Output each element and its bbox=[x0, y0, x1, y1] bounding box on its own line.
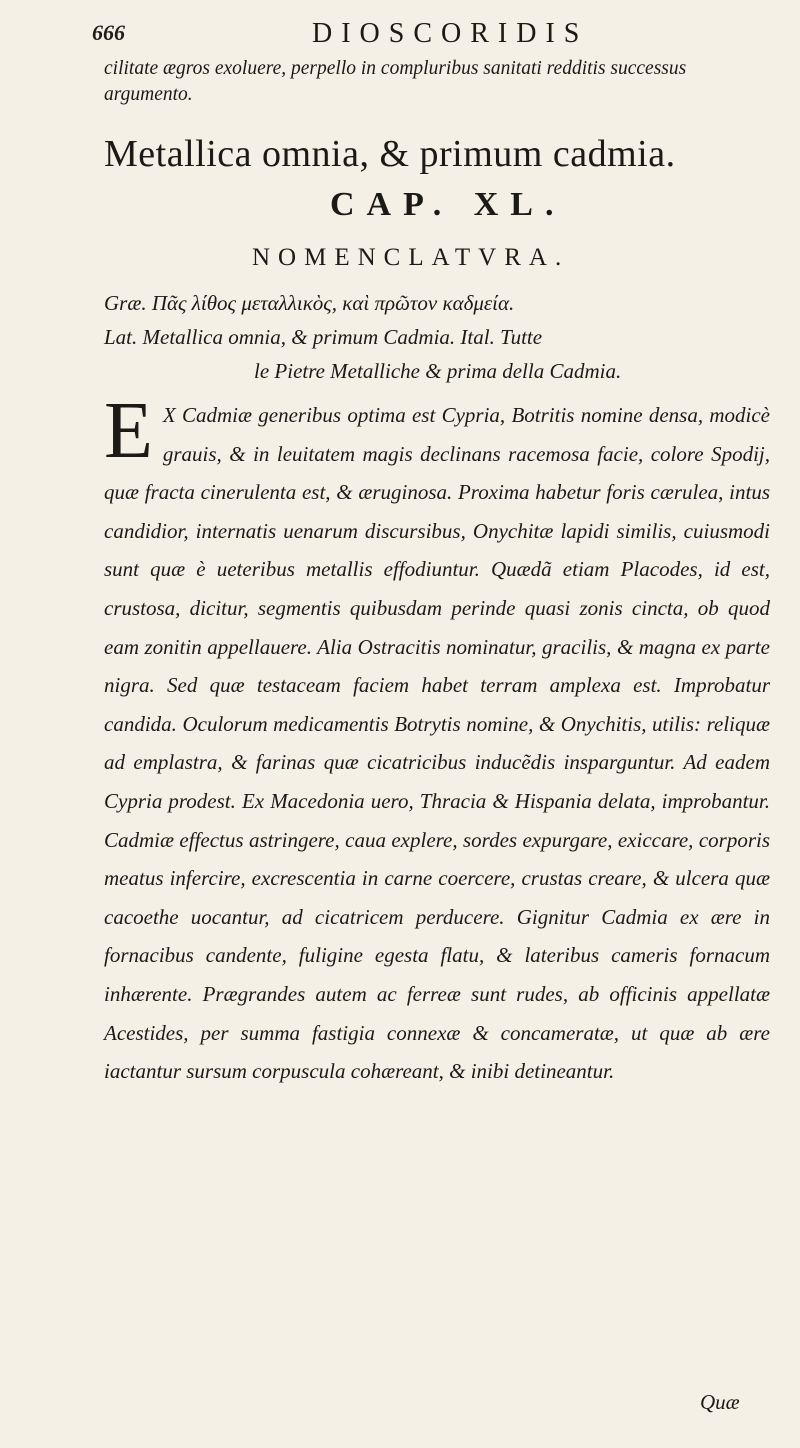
nomenclatura-italian: le Pietre Metalliche & prima della Cadmia. bbox=[254, 359, 622, 383]
body-text: X Cadmiæ generibus optima est Cypria, Botritis nomine densa, modicè grauis, & in leuitatem magis declinans racemosa facie, colore Spodij, quæ fracta cinerulenta est, & æruginosa. Proxima habetur foris cærulea, intus candidior, internatis uenarum discursibus, Onychitæ lapidi similis, cuiusmodi sunt quæ è ueteribus metallis effodiuntur. Quædã etiam Placodes, id est, crustosa, dicitur, segmentis quibusdam perinde quasi zonis cincta, ob quod eam zonitin appellauere. Alia Ostracitis nominatur, gracilis, & magna ex parte nigra. Sed quæ testaceam faciem habet terram amplexa est. Improbatur candida. Oculorum medicamentis Botrytis nomine, & Onychitis, utilis: reliquæ ad emplastra, & farinas quæ cicatricibus inducẽdis insparguntur. Ad eadem Cypria prodest. Ex Macedonia uero, Thracia & Hispania delata, improbantur. Cadmiæ effectus astringere, caua explere, sordes expurgare, exiccare, corporis meatus infercire, excrescentia in carne coercere, crustas creare, & ulcera quæ cacoethe uocantur, ad cicatricem perducere. Gignitur Cadmia ex ære in fornacibus candente, fuligine egesta flatu, & lateribus cameris fornacum inhærente. Prægrandes autem ac ferreæ sunt rudes, ab officinis appellatæ Acestides, per summa fastigia connexæ & concameratæ, ut quæ ab ære iactantur sursum corpuscula cohæreant, & inibi detineantur. bbox=[104, 403, 770, 1084]
chapter-heading: CAP. XL. bbox=[330, 186, 566, 223]
nomenclatura-heading: NOMENCLATVRA. bbox=[252, 244, 570, 271]
intro-paragraph: cilitate ægros exoluere, perpello in compluribus sanitati redditis successus argumento. bbox=[104, 58, 687, 105]
drop-cap: E bbox=[104, 387, 153, 475]
catchword: Quæ bbox=[700, 1390, 740, 1414]
nomenclatura-block bbox=[104, 286, 764, 388]
nomenclatura-greek: Græ. Πᾶς λίθος μεταλλικὸς, καὶ πρῶτον καδμεία. bbox=[104, 291, 515, 315]
section-title: Metallica omnia, & primum cadmia. bbox=[104, 133, 676, 175]
running-head: DIOSCORIDIS bbox=[312, 18, 589, 49]
body-paragraph bbox=[104, 387, 770, 1091]
page-number: 666 bbox=[92, 20, 125, 45]
nomenclatura-latin: Lat. Metallica omnia, & primum Cadmia. Ital. Tutte bbox=[104, 325, 543, 349]
